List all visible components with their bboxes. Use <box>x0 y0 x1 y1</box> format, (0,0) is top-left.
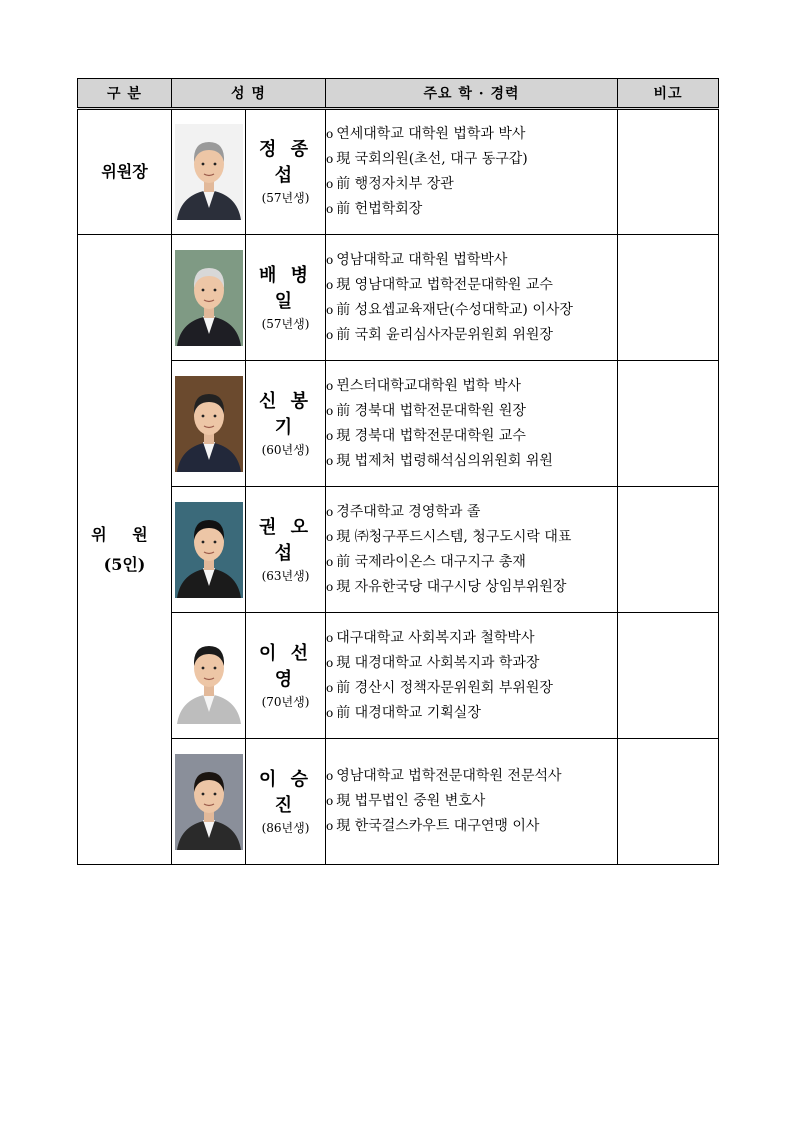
career-item <box>326 651 617 676</box>
career-text: 現 법제처 법령해석심의위원회 위원 <box>336 452 553 469</box>
photo-cell <box>172 487 246 613</box>
name-cell <box>246 613 326 739</box>
member-photo <box>175 502 243 598</box>
photo-cell <box>172 235 246 361</box>
career-text: 現 한국걸스카우트 대구연맹 이사 <box>336 818 540 834</box>
bullet-icon: o <box>326 819 334 833</box>
career-text: 경주대학교 경영학과 졸 <box>336 503 481 520</box>
member-photo <box>175 376 243 472</box>
photo-cell <box>172 739 246 865</box>
member-name: 이 승 진 <box>258 768 313 816</box>
bullet-icon: o <box>326 769 334 783</box>
bullet-icon: o <box>326 428 334 443</box>
career-text: 現 국회의원(초선, 대구 동구갑) <box>336 151 528 167</box>
career-item <box>326 273 617 298</box>
bullet-icon: o <box>326 252 334 267</box>
note-cell <box>618 109 719 235</box>
header-career: 주요 학 · 경력 <box>326 79 618 109</box>
career-item <box>326 172 617 197</box>
photo-cell <box>172 109 246 235</box>
bullet-icon: o <box>326 630 334 645</box>
portrait-graphic <box>175 124 243 220</box>
bullet-icon: o <box>326 127 334 141</box>
portrait-graphic <box>175 502 243 598</box>
member-birth-year: (57년생) <box>261 191 310 205</box>
category-members <box>78 235 172 865</box>
career-item <box>326 575 617 600</box>
member-name: 권 오 섭 <box>258 516 313 564</box>
career-text: 前 행정자치부 장관 <box>336 176 454 192</box>
category-members-label: 위 원 <box>91 524 158 544</box>
career-item <box>326 197 617 222</box>
table-body <box>78 109 719 865</box>
career-text: 前 경산시 정책자문위원회 부위원장 <box>336 679 553 696</box>
category-chair <box>78 109 172 235</box>
name-cell <box>246 487 326 613</box>
member-birth-year: (60년생) <box>261 442 310 457</box>
category-chair-label: 위원장 <box>101 162 148 181</box>
category-members-count: (5인) <box>103 554 146 574</box>
bullet-icon: o <box>326 579 334 594</box>
table-header-row <box>78 79 719 109</box>
career-text: 대구대학교 사회복지과 철학박사 <box>336 629 535 646</box>
note-cell <box>618 613 719 739</box>
table-row <box>78 235 719 361</box>
member-name: 배 병 일 <box>258 264 313 312</box>
career-text: 뮌스터대학교대학원 법학 박사 <box>336 377 521 394</box>
career-text: 前 대경대학교 기획실장 <box>336 704 481 721</box>
bullet-icon: o <box>326 202 334 216</box>
committee-table <box>77 78 719 865</box>
career-item <box>326 374 617 399</box>
career-text: 前 경북대 법학전문대학원 원장 <box>336 402 526 419</box>
portrait-graphic <box>175 250 243 346</box>
member-birth-year: (86년생) <box>261 820 310 835</box>
bullet-icon: o <box>326 277 334 292</box>
career-text: 現 법무법인 중원 변호사 <box>336 793 486 809</box>
career-item <box>326 789 617 814</box>
table-row <box>78 739 719 865</box>
career-item <box>326 122 617 147</box>
career-text: 現 대경대학교 사회복지과 학과장 <box>336 654 540 671</box>
member-photo <box>175 250 243 346</box>
career-item <box>326 550 617 575</box>
career-text: 現 영남대학교 법학전문대학원 교수 <box>336 276 553 293</box>
career-item <box>326 147 617 172</box>
photo-cell <box>172 613 246 739</box>
member-birth-year: (63년생) <box>261 568 310 583</box>
note-cell <box>618 487 719 613</box>
career-text: 前 국회 윤리심사자문위원회 위원장 <box>336 326 553 343</box>
member-name: 정 종 섭 <box>258 139 313 186</box>
career-item <box>326 399 617 424</box>
bullet-icon: o <box>326 680 334 695</box>
career-text: 現 경북대 법학전문대학원 교수 <box>336 427 526 444</box>
career-text: 前 헌법학회장 <box>336 201 423 217</box>
career-item <box>326 764 617 789</box>
career-cell <box>326 739 618 865</box>
bullet-icon: o <box>326 327 334 342</box>
career-cell <box>326 109 618 235</box>
name-cell <box>246 235 326 361</box>
member-photo <box>175 754 243 850</box>
career-cell <box>326 487 618 613</box>
career-cell <box>326 235 618 361</box>
career-item <box>326 323 617 348</box>
name-cell <box>246 739 326 865</box>
name-cell <box>246 109 326 235</box>
career-item <box>326 676 617 701</box>
bullet-icon: o <box>326 554 334 569</box>
bullet-icon: o <box>326 152 334 166</box>
bullet-icon: o <box>326 529 334 544</box>
name-cell <box>246 361 326 487</box>
career-cell <box>326 361 618 487</box>
career-item <box>326 626 617 651</box>
career-item <box>326 298 617 323</box>
bullet-icon: o <box>326 705 334 720</box>
member-birth-year: (57년생) <box>261 316 310 331</box>
career-item <box>326 525 617 550</box>
bullet-icon: o <box>326 453 334 468</box>
portrait-graphic <box>175 754 243 850</box>
career-cell <box>326 613 618 739</box>
bullet-icon: o <box>326 378 334 393</box>
bullet-icon: o <box>326 655 334 670</box>
table-row <box>78 109 719 235</box>
bullet-icon: o <box>326 794 334 808</box>
career-item <box>326 248 617 273</box>
table-row <box>78 361 719 487</box>
career-text: 연세대학교 대학원 법학과 박사 <box>336 126 526 142</box>
table-row <box>78 487 719 613</box>
career-text: 現 자유한국당 대구시당 상임부위원장 <box>336 578 567 595</box>
header-note: 비고 <box>618 79 719 109</box>
note-cell <box>618 739 719 865</box>
bullet-icon: o <box>326 403 334 418</box>
note-cell <box>618 361 719 487</box>
header-category: 구 분 <box>78 79 172 109</box>
bullet-icon: o <box>326 504 334 519</box>
member-name: 신 봉 기 <box>258 390 313 438</box>
member-photo <box>175 124 243 220</box>
career-item <box>326 500 617 525</box>
career-item <box>326 449 617 474</box>
career-item <box>326 424 617 449</box>
career-item <box>326 701 617 726</box>
table-row <box>78 613 719 739</box>
career-text: 영남대학교 대학원 법학박사 <box>336 251 508 268</box>
portrait-graphic <box>175 628 243 724</box>
career-item <box>326 814 617 839</box>
member-name: 이 선 영 <box>258 642 313 690</box>
header-name: 성 명 <box>172 79 326 109</box>
bullet-icon: o <box>326 302 334 317</box>
bullet-icon: o <box>326 177 334 191</box>
member-photo <box>175 628 243 724</box>
career-text: 現 ㈜청구푸드시스템, 청구도시락 대표 <box>336 528 572 545</box>
career-text: 前 국제라이온스 대구지구 총재 <box>336 553 526 570</box>
career-text: 영남대학교 법학전문대학원 전문석사 <box>336 768 562 784</box>
photo-cell <box>172 361 246 487</box>
note-cell <box>618 235 719 361</box>
career-text: 前 성요셉교육재단(수성대학교) 이사장 <box>336 301 573 318</box>
portrait-graphic <box>175 376 243 472</box>
member-birth-year: (70년생) <box>261 694 310 709</box>
